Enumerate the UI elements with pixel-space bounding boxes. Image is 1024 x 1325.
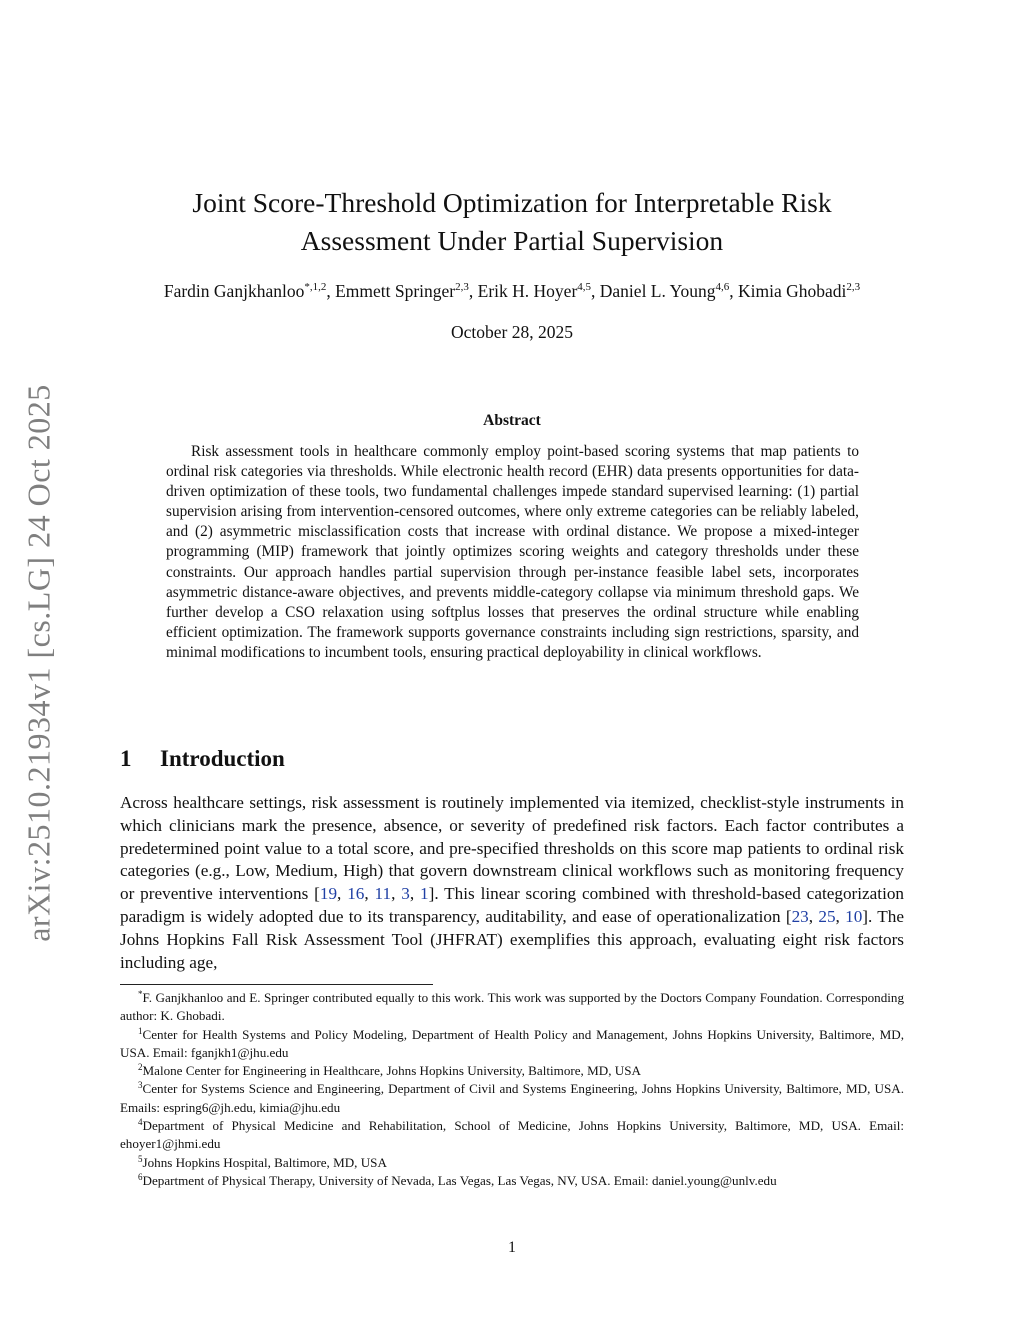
footnote-text: Johns Hopkins Hospital, Baltimore, MD, USA	[142, 1154, 387, 1170]
footnote-text: Department of Physical Therapy, University of Nevada, Las Vegas, Las Vegas, NV, USA. Email: daniel.young@unlv.edu	[142, 1172, 777, 1188]
author	[164, 281, 335, 301]
author-name: Emmett Springer	[335, 281, 456, 301]
footnote	[120, 1172, 904, 1190]
author-affiliation-marks[interactable]: 2,3	[846, 281, 861, 293]
footnote-mark: 5	[138, 1153, 143, 1164]
author-separator: ,	[326, 281, 336, 301]
author-name: Kimia Ghobadi	[737, 281, 847, 301]
author-separator: ,	[729, 281, 738, 301]
intro-text: Across healthcare settings, risk assessment is routinely implemented via itemized, checklist-style instruments in which clinicians mark the presence, absence, or severity of predefined risk factors. Each factor contributes a predetermined point value to a total score, and pre-specified thresholds on this score map patients to ordinal risk categories (e.g., Low, Medium, High) that govern downstream clinical workflows such as monitoring frequency or preventive interventions [	[120, 793, 904, 904]
footnote-text: Department of Physical Medicine and Rehabilitation, School of Medicine, Johns Hopkins University, Baltimore, MD, USA. Email: ehoyer1@jhmi.edu	[120, 1118, 904, 1152]
section-number: 1	[120, 746, 132, 771]
introduction-paragraph: Across healthcare settings, risk assessment is routinely implemented via itemized, checklist-style instruments in which clinicians mark the presence, absence, or severity of predefined risk factors. Each factor contributes a predetermined point value to a total score, and pre-specified thresholds on this score map patients to ordinal risk categories (e.g., Low, Medium, High) that govern downstream clinical workflows such as monitoring frequency or preventive interventions [19, 16, 11, 3, 1]. This linear scoring combined with threshold-based categorization paradigm is widely adopted due to its transparency, auditability, and ease of operationalization [23, 25, 10]. The Johns Hopkins Fall Risk Assessment Tool (JHFRAT) exemplifies this approach, evaluating eight risk factors including age,	[120, 793, 905, 972]
author-affiliation-marks[interactable]: 4,5	[577, 281, 592, 293]
section-title: Introduction	[160, 746, 285, 771]
intro-text: ]. The Johns Hopkins Fall Risk Assessment Tool (JHFRAT) exemplifies this approach, evaluating eight risk factors including age,	[120, 906, 905, 972]
footnote-text: Center for Systems Science and Engineering, Department of Civil and Systems Engineering, Johns Hopkins University, Baltimore, MD, USA. Emails: espring6@jh.edu, kimia@jhu.edu	[120, 1081, 904, 1115]
author-name: Daniel L. Young	[599, 281, 716, 301]
author-list	[110, 281, 914, 302]
author	[335, 281, 478, 301]
footnote	[120, 989, 904, 1026]
author-affiliation-marks[interactable]: *,1,2	[304, 281, 327, 293]
footnote-mark: 3	[138, 1080, 143, 1091]
citation-link[interactable]: 23	[791, 906, 809, 926]
footnote	[120, 1080, 904, 1117]
paper-title	[120, 184, 904, 260]
author-separator: ,	[468, 281, 478, 301]
author	[738, 281, 860, 301]
abstract-text: Risk assessment tools in healthcare commonly employ point-based scoring systems that map patients to ordinal risk categories via thresholds. While electronic health record (EHR) data presents opportunities for data-driven optimization of these tools, two fundamental challenges impede standard supervised learning: (1) partial supervision arising from intervention-censored outcomes, where only extreme categories can be reliably labeled, and (2) asymmetric misclassification costs that increase with ordinal distance. We propose a mixed-integer programming (MIP) framework that jointly optimizes scoring weights and category thresholds under these constraints. Our approach handles partial supervision through per-instance feasible label sets, incorporates asymmetric distance-aware objectives, and prevents middle-category collapse via minimum threshold gaps. We further develop a CSO relaxation using softplus losses that preserves the ordinal structure while enabling efficient optimization. The framework supports governance constraints including sign restrictions, sparsity, and minimal modifications to incumbent tools, ensuring practical deployability in clinical workflows.	[166, 443, 859, 661]
author-affiliation-marks[interactable]: 2,3	[455, 281, 469, 293]
citation-link[interactable]: 1	[420, 884, 429, 904]
citation-link[interactable]: 19	[319, 884, 338, 904]
footnote-text: Center for Health Systems and Policy Modeling, Department of Health Policy and Management, Johns Hopkins University, Baltimore, MD, USA. Email: fganjkh1@jhu.edu	[120, 1026, 904, 1060]
footnote-mark: 1	[138, 1025, 143, 1036]
footnote	[120, 1154, 904, 1172]
author-affiliation-marks[interactable]: 4,6	[715, 281, 730, 293]
citation-link[interactable]: 16	[347, 884, 365, 904]
author	[600, 281, 738, 301]
paper-title-line-1: Joint Score-Threshold Optimization for Interpretable Risk	[192, 187, 832, 218]
footnote-mark: 6	[138, 1171, 143, 1182]
footnotes	[120, 989, 904, 1190]
citation-link[interactable]: 11	[374, 884, 392, 904]
footnote	[120, 1062, 904, 1080]
footnote	[120, 1026, 904, 1063]
publication-date: October 28, 2025	[451, 322, 573, 342]
footnote-text: F. Ganjkhanloo and E. Springer contributed equally to this work. This work was supported by the Doctors Company Foundation. Corresponding author: K. Ghobadi.	[120, 990, 904, 1024]
author	[478, 281, 600, 301]
citation-link[interactable]: 10	[845, 906, 863, 926]
intro-text: ]. This linear scoring combined with threshold-based categorization paradigm is widely adopted due to its transparency, auditability, and ease of operationalization [	[120, 884, 905, 926]
paper-title-line-2: Assessment Under Partial Supervision	[300, 225, 724, 256]
abstract-heading: Abstract	[483, 412, 541, 429]
page-number: 1	[508, 1239, 516, 1256]
footnote	[120, 1117, 904, 1154]
author-separator: ,	[591, 281, 600, 301]
section-heading	[120, 746, 285, 772]
author-name: Fardin Ganjkhanloo	[163, 281, 305, 301]
footnote-mark: 4	[138, 1117, 143, 1128]
footnote-text: Malone Center for Engineering in Healthcare, Johns Hopkins University, Baltimore, MD, USA	[142, 1063, 641, 1079]
footnote-mark: *	[138, 989, 143, 999]
citation-link[interactable]: 25	[818, 906, 836, 926]
citation-link[interactable]: 3	[401, 884, 410, 904]
arxiv-identifier-stamp[interactable]: arXiv:2510.21934v1 [cs.LG] 24 Oct 2025	[20, 384, 57, 942]
author-name: Erik H. Hoyer	[477, 281, 578, 301]
footnote-mark: 2	[138, 1062, 143, 1073]
footnote-divider	[120, 984, 433, 985]
